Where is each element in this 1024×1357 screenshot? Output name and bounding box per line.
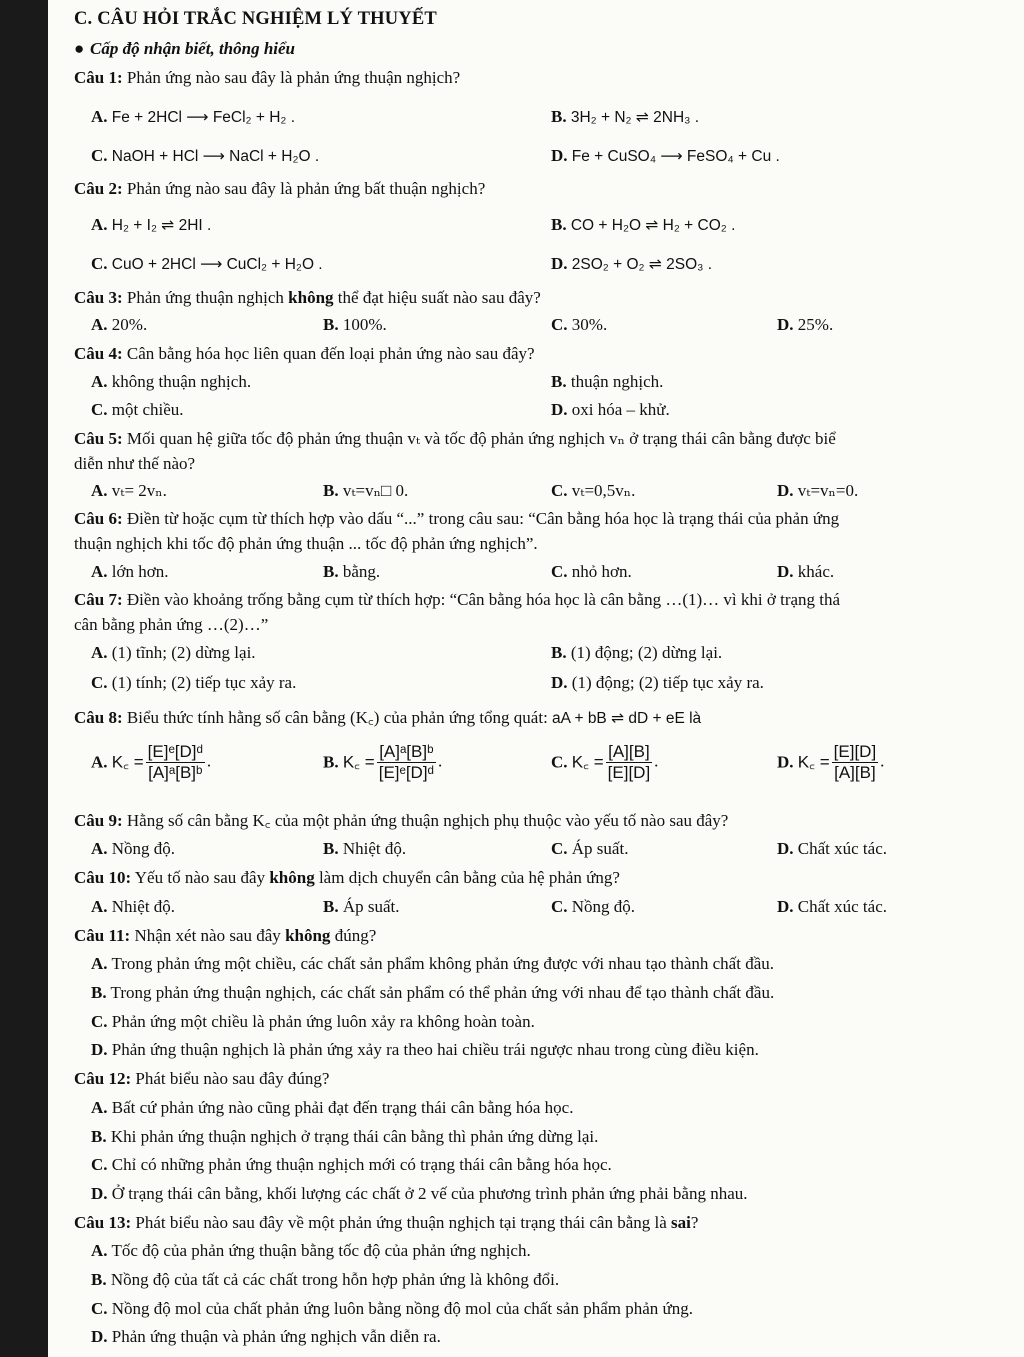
option-text: Phản ứng thuận và phản ứng nghịch vẫn diễn ra. <box>111 1327 441 1346</box>
option-d[interactable] <box>91 1183 1024 1205</box>
question-label: Câu 2: <box>74 179 123 198</box>
option-b[interactable]: B. K꜀ = $\frac{\text{[A]ᵃ[B]ᵇ}}{\text{[E]ᵉ[D]ᵈ}}$ . <box>323 742 443 782</box>
option-a[interactable] <box>91 1240 1024 1262</box>
question-1 <box>74 67 1024 89</box>
option-letter: A. <box>91 481 108 500</box>
question-text: làm dịch chuyển cân bằng của hệ phản ứng? <box>314 868 620 887</box>
option-letter: D. <box>777 562 794 581</box>
question-label: Câu 8: <box>74 708 123 727</box>
option-text: Chất xúc tác. <box>797 897 887 916</box>
option-text: Nồng độ. <box>571 897 636 916</box>
option-c[interactable] <box>91 1154 1024 1176</box>
option-b[interactable] <box>91 1269 1024 1291</box>
question-7-continued: cân bằng phản ứng …(2)…” <box>74 615 269 634</box>
denominator: [E][D] <box>607 763 651 782</box>
option-letter: B. <box>323 752 339 772</box>
question-13 <box>74 1212 1024 1234</box>
option-d[interactable] <box>551 672 764 694</box>
option-c[interactable] <box>91 253 323 276</box>
question-label: Câu 13: <box>74 1213 132 1232</box>
option-letter: A. <box>91 1098 108 1117</box>
option-c[interactable] <box>91 145 319 168</box>
option-b[interactable] <box>323 314 387 336</box>
option-letter: C. <box>551 315 568 334</box>
question-text: Điền vào khoảng trống bằng cụm từ thích hợp: “Cân bằng hóa học là cân bằng …(1)… vì khi ở trạng thá <box>122 590 841 609</box>
question-6 <box>74 508 1024 530</box>
question-emphasis: sai <box>671 1213 691 1232</box>
option-text: 2SO₂ + O₂ ⇌ 2SO₃ . <box>571 256 713 273</box>
kc-symbol: K꜀ = <box>571 752 604 772</box>
question-label: Câu 4: <box>74 344 123 363</box>
option-c[interactable]: C. K꜀ = $\frac{[A][B]}{[E][D]}$ . <box>551 742 659 782</box>
option-letter: D. <box>91 1184 108 1203</box>
option-text: H₂ + I₂ ⇌ 2HI . <box>111 217 212 234</box>
option-d[interactable] <box>551 253 712 276</box>
option-a[interactable] <box>91 314 147 336</box>
section-title: C. CÂU HỎI TRẮC NGHIỆM LÝ THUYẾT <box>74 9 437 29</box>
option-c[interactable] <box>551 561 632 583</box>
option-letter: B. <box>323 897 339 916</box>
option-letter: C. <box>91 1155 108 1174</box>
option-letter: D. <box>551 146 568 165</box>
fraction <box>377 742 436 783</box>
option-letter: A. <box>91 897 108 916</box>
option-letter: B. <box>323 481 339 500</box>
option-d[interactable] <box>91 1326 1024 1348</box>
option-letter: D. <box>777 839 794 858</box>
option-text: Ở trạng thái cân bằng, khối lượng các chất ở 2 vế của phương trình phản ứng phải bằng nhau. <box>111 1184 748 1203</box>
option-c[interactable] <box>91 672 296 694</box>
option-text: vₜ= 2vₙ. <box>111 481 167 500</box>
option-letter: C. <box>91 673 108 692</box>
option-letter: B. <box>551 372 567 391</box>
question-text: Điền từ hoặc cụm từ thích hợp vào dấu “...” trong câu sau: “Cân bằng hóa học là trạng thái của phản ứng <box>122 509 840 528</box>
option-d[interactable] <box>777 838 887 860</box>
option-text: Nhiệt độ. <box>342 839 407 858</box>
option-b[interactable] <box>551 371 663 393</box>
option-text: Nồng độ. <box>111 839 176 858</box>
option-a[interactable] <box>91 106 295 129</box>
options-row <box>48 742 1024 792</box>
option-letter: A. <box>91 215 108 234</box>
option-text: Trong phản ứng một chiều, các chất sản phẩm không phản ứng được với nhau tạo thành chất đầu. <box>111 954 774 973</box>
option-a[interactable] <box>91 953 1024 975</box>
kc-symbol: K꜀ = <box>111 752 144 772</box>
option-letter: A. <box>91 839 108 858</box>
option-letter: C. <box>91 254 108 273</box>
option-text: Phản ứng một chiều là phản ứng luôn xảy ra không hoàn toàn. <box>111 1012 535 1031</box>
document-page <box>48 0 1024 1357</box>
level-heading-text: Cấp độ nhận biết, thông hiểu <box>90 39 296 58</box>
kc-symbol: K꜀ = <box>797 752 830 772</box>
option-text: Nồng độ mol của chất phản ứng luôn bằng nồng độ mol của chất sản phẩm phản ứng. <box>111 1299 693 1318</box>
option-text: 25%. <box>797 315 834 334</box>
option-text: 100%. <box>342 315 387 334</box>
question-label: Câu 1: <box>74 68 123 87</box>
question-text: Phản ứng thuận nghịch <box>122 288 289 307</box>
option-text: lớn hơn. <box>111 562 169 581</box>
option-text: 20%. <box>111 315 148 334</box>
option-letter: C. <box>91 400 108 419</box>
option-d[interactable] <box>551 145 780 168</box>
question-emphasis: không <box>288 288 334 307</box>
question-text: Nhận xét nào sau đây <box>130 926 286 945</box>
fraction <box>832 742 879 783</box>
option-text: 30%. <box>571 315 608 334</box>
option-c[interactable] <box>551 896 635 918</box>
option-letter: D. <box>91 1327 108 1346</box>
option-c[interactable] <box>91 1298 1024 1320</box>
option-a[interactable] <box>91 480 167 502</box>
option-letter: A. <box>91 372 108 391</box>
question-text: Phản ứng nào sau đây là phản ứng thuận nghịch? <box>122 68 461 87</box>
question-9 <box>74 810 1024 832</box>
option-text: Bất cứ phản ứng nào cũng phải đạt đến trạng thái cân bằng hóa học. <box>111 1098 574 1117</box>
option-letter: C. <box>551 839 568 858</box>
question-text: Cân bằng hóa học liên quan đến loại phản ứng nào sau đây? <box>122 344 535 363</box>
question-10 <box>74 867 1024 889</box>
option-text: CuO + 2HCl ⟶ CuCl₂ + H₂O . <box>111 256 323 273</box>
question-label: Câu 9: <box>74 811 123 830</box>
question-text: Phát biểu nào sau đây đúng? <box>131 1069 330 1088</box>
question-11 <box>74 925 1024 947</box>
option-letter: C. <box>551 562 568 581</box>
option-letter: D. <box>551 673 568 692</box>
option-b[interactable] <box>323 480 408 502</box>
option-b[interactable] <box>91 1126 1024 1148</box>
option-letter: D. <box>551 400 568 419</box>
option-a[interactable] <box>91 1097 1024 1119</box>
question-label: Câu 3: <box>74 288 123 307</box>
option-a[interactable] <box>91 371 251 393</box>
option-c[interactable] <box>551 838 628 860</box>
option-text: (1) động; (2) dừng lại. <box>570 643 723 662</box>
option-text: Nồng độ của tất cả các chất trong hỗn hợp phản ứng là không đổi. <box>110 1270 560 1289</box>
option-b[interactable] <box>323 896 400 918</box>
option-letter: A. <box>91 1241 108 1260</box>
option-text: nhỏ hơn. <box>571 562 632 581</box>
option-letter: C. <box>551 481 568 500</box>
kc-symbol: K꜀ = <box>342 752 375 772</box>
option-text: (1) tĩnh; (2) dừng lại. <box>111 643 256 662</box>
option-letter: B. <box>91 1127 107 1146</box>
option-text: Trong phản ứng thuận nghịch, các chất sản phẩm có thể phản ứng với nhau để tạo thành chất đầu. <box>110 983 775 1002</box>
option-text: Fe + 2HCl ⟶ FeCl₂ + H₂ . <box>111 109 296 126</box>
question-text: ? <box>690 1213 699 1232</box>
question-text: Mối quan hệ giữa tốc độ phản ứng thuận vₜ và tốc độ phản ứng nghịch vₙ ở trạng thái cân bằng được biể <box>122 429 836 448</box>
question-label: Câu 11: <box>74 926 131 945</box>
bullet-icon: ● <box>74 39 85 58</box>
question-text: Hằng số cân bằng K꜀ của một phản ứng thuận nghịch phụ thuộc vào yếu tố nào sau đây? <box>122 811 729 830</box>
option-letter: D. <box>777 752 794 772</box>
option-text: Áp suất. <box>342 897 400 916</box>
option-letter: D. <box>777 481 794 500</box>
option-a[interactable] <box>91 561 168 583</box>
option-letter: A. <box>91 752 108 772</box>
option-text: Tốc độ của phản ứng thuận bằng tốc độ của phản ứng nghịch. <box>111 1241 531 1260</box>
option-d[interactable] <box>777 896 887 918</box>
option-letter: B. <box>91 983 107 1002</box>
option-text: Khi phản ứng thuận nghịch ở trạng thái cân bằng thì phản ứng dừng lại. <box>110 1127 599 1146</box>
option-letter: D. <box>777 897 794 916</box>
option-text: NaOH + HCl ⟶ NaCl + H₂O . <box>111 148 320 165</box>
question-label: Câu 5: <box>74 429 123 448</box>
option-d[interactable]: D. K꜀ = $\frac{[E][D]}{[A][B]}$ . <box>777 742 885 782</box>
option-text: Chỉ có những phản ứng thuận nghịch mới có trạng thái cân bằng hóa học. <box>111 1155 612 1174</box>
option-text: không thuận nghịch. <box>111 372 252 391</box>
question-2 <box>74 178 1024 200</box>
question-text: đúng? <box>330 926 377 945</box>
option-text: vₜ=0,5vₙ. <box>571 481 636 500</box>
option-text: Chất xúc tác. <box>797 839 887 858</box>
option-text: Áp suất. <box>571 839 629 858</box>
option-text: (1) tính; (2) tiếp tục xảy ra. <box>111 673 297 692</box>
option-a[interactable]: A. K꜀ = $\frac{\text{[E]ᵉ[D]ᵈ}}{\text{[A]ᵃ[B]ᵇ}}$ . <box>91 742 212 782</box>
question-label: Câu 6: <box>74 509 123 528</box>
question-3 <box>74 287 1024 309</box>
question-5-continued: diễn như thế nào? <box>74 454 196 473</box>
option-letter: C. <box>551 897 568 916</box>
option-letter: B. <box>323 839 339 858</box>
question-label: Câu 12: <box>74 1069 132 1088</box>
option-a[interactable] <box>91 214 211 237</box>
option-letter: C. <box>91 146 108 165</box>
question-text: Phản ứng nào sau đây là phản ứng bất thuận nghịch? <box>122 179 486 198</box>
option-letter: A. <box>91 954 108 973</box>
option-letter: D. <box>91 1040 108 1059</box>
option-d[interactable] <box>551 399 670 421</box>
option-text: vₜ=vₙ=0. <box>797 481 859 500</box>
reaction-equation: aA + bB ⇌ dD + eE là <box>552 710 702 727</box>
option-text: (1) động; (2) tiếp tục xảy ra. <box>571 673 764 692</box>
question-text: thể đạt hiệu suất nào sau đây? <box>333 288 541 307</box>
question-emphasis: không <box>285 926 331 945</box>
option-text: một chiều. <box>111 400 184 419</box>
option-a[interactable] <box>91 642 256 664</box>
level-heading <box>74 38 1024 60</box>
option-c[interactable] <box>91 1011 1024 1033</box>
option-text: vₜ=vₙ□ 0. <box>342 481 409 500</box>
option-letter: A. <box>91 107 108 126</box>
question-4 <box>74 343 1024 365</box>
question-text: Phát biểu nào sau đây về một phản ứng thuận nghịch tại trạng thái cân bằng là <box>131 1213 672 1232</box>
numerator: [E][D] <box>833 742 877 761</box>
question-6-continued: thuận nghịch khi tốc độ phản ứng thuận ... tốc độ phản ứng nghịch”. <box>74 534 538 553</box>
option-letter: B. <box>91 1270 107 1289</box>
option-text: CO + H₂O ⇌ H₂ + CO₂ . <box>570 217 736 234</box>
question-7 <box>74 589 1024 611</box>
numerator: [E]ᵉ[D]ᵈ <box>147 742 203 761</box>
option-text: bằng. <box>342 562 381 581</box>
option-letter: B. <box>323 562 339 581</box>
question-8 <box>74 707 1024 730</box>
question-emphasis: không <box>269 868 315 887</box>
option-b[interactable] <box>91 982 1024 1004</box>
option-b[interactable] <box>323 838 406 860</box>
fraction <box>146 742 205 783</box>
denominator: [A]ᵃ[B]ᵇ <box>148 763 203 782</box>
option-c[interactable] <box>551 480 635 502</box>
option-letter: D. <box>551 254 568 273</box>
option-letter: B. <box>551 215 567 234</box>
option-d[interactable] <box>777 480 858 502</box>
option-text: Nhiệt độ. <box>111 897 176 916</box>
question-text: Yếu tố nào sau đây <box>131 868 270 887</box>
option-letter: B. <box>551 107 567 126</box>
option-a[interactable] <box>91 838 175 860</box>
denominator: [A][B] <box>834 763 876 782</box>
option-letter: B. <box>551 643 567 662</box>
option-d[interactable] <box>91 1039 1024 1061</box>
option-letter: A. <box>91 643 108 662</box>
question-label: Câu 7: <box>74 590 123 609</box>
numerator: [A][B] <box>608 742 650 761</box>
question-12 <box>74 1068 1024 1090</box>
option-b[interactable] <box>551 106 699 129</box>
denominator: [E]ᵉ[D]ᵈ <box>378 763 434 782</box>
option-letter: B. <box>323 315 339 334</box>
option-text: 3H₂ + N₂ ⇌ 2NH₃ . <box>570 109 700 126</box>
option-letter: A. <box>91 315 108 334</box>
option-b[interactable] <box>323 561 380 583</box>
question-5 <box>74 428 1024 450</box>
option-d[interactable] <box>777 561 834 583</box>
fraction <box>606 742 653 783</box>
option-b[interactable] <box>551 214 735 237</box>
option-text: thuận nghịch. <box>570 372 664 391</box>
option-text: khác. <box>797 562 835 581</box>
option-letter: A. <box>91 562 108 581</box>
option-letter: C. <box>551 752 568 772</box>
question-label: Câu 10: <box>74 868 132 887</box>
option-c[interactable] <box>551 314 607 336</box>
option-letter: C. <box>91 1012 108 1031</box>
option-b[interactable] <box>551 642 722 664</box>
option-c[interactable] <box>91 399 184 421</box>
option-d[interactable] <box>777 314 833 336</box>
option-letter: D. <box>777 315 794 334</box>
option-a[interactable] <box>91 896 175 918</box>
option-text: Phản ứng thuận nghịch là phản ứng xảy ra theo hai chiều trái ngược nhau trong cùng điều kiện. <box>111 1040 759 1059</box>
numerator: [A]ᵃ[B]ᵇ <box>379 742 434 761</box>
option-text: Fe + CuSO₄ ⟶ FeSO₄ + Cu . <box>571 148 780 165</box>
question-text: Biểu thức tính hằng số cân bằng (K꜀) của phản ứng tổng quát: <box>122 708 553 727</box>
option-text: oxi hóa – khử. <box>571 400 670 419</box>
option-letter: C. <box>91 1299 108 1318</box>
